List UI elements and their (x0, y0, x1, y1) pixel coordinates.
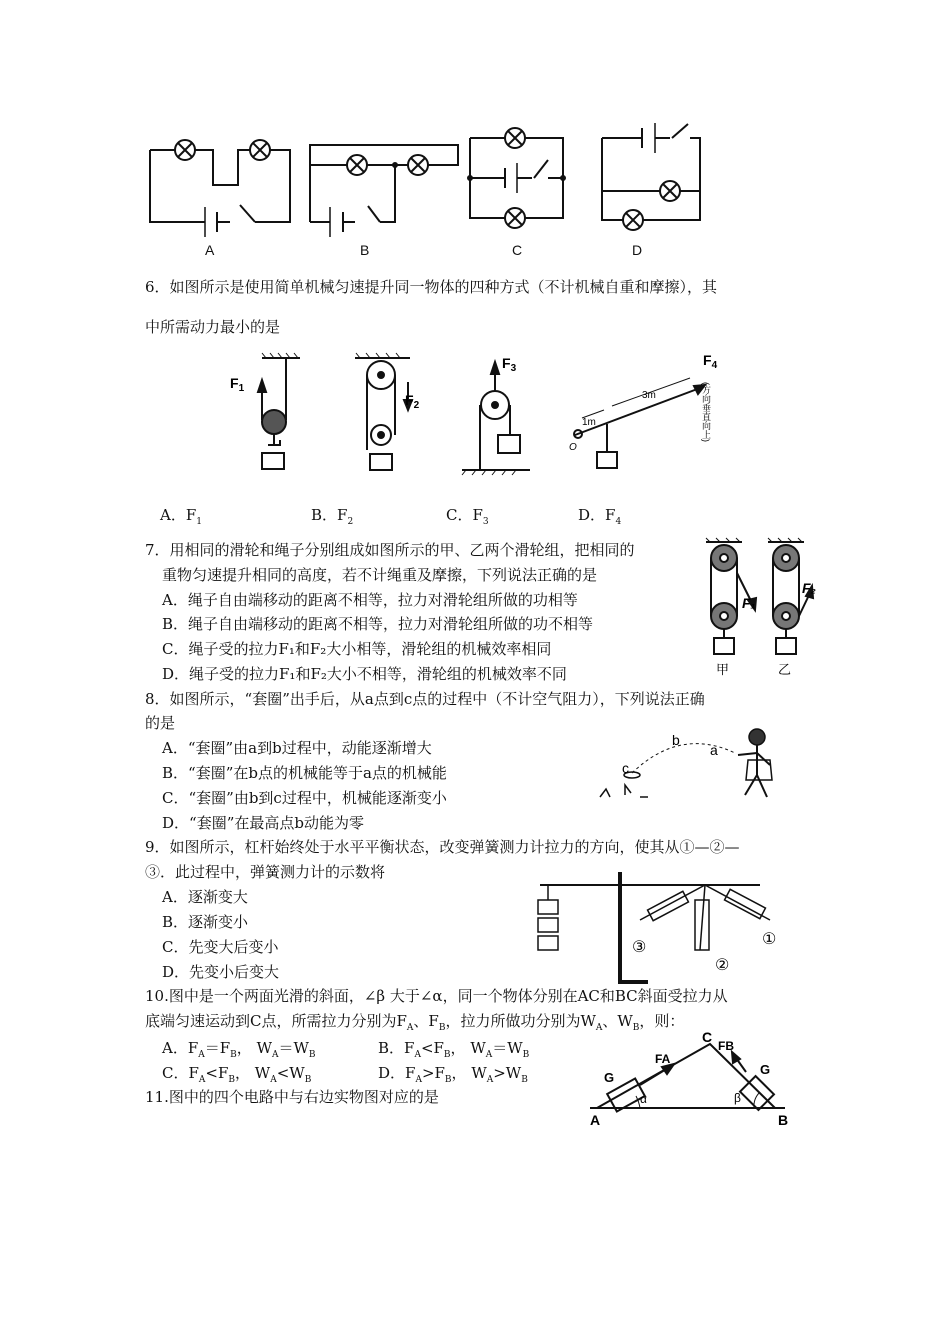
q10-incline-figure (0, 1030, 950, 1130)
q9-option-d[interactable]: D．先变小后变大 (162, 963, 280, 981)
q6-machines-figure (0, 350, 950, 510)
q10-label-g-left: G (604, 1070, 615, 1085)
q10-option-b[interactable]: B．$F_A<F_B$， $W_A=W_B$ (378, 1039, 530, 1060)
q10-label-beta: β (734, 1091, 741, 1105)
q8-text-line1: 8．如图所示，“套圈”出手后，从a点到c点的过程中（不计空气阻力），下列说法正确 (145, 690, 705, 708)
circuit-label-d: D (632, 242, 643, 258)
q10-text-line1: 10.图中是一个两面光滑的斜面，∠β 大于∠α，同一个物体分别在AC和BC斜面受拉力从 (145, 987, 728, 1005)
q7-text-line1: 7．用相同的滑轮和绳子分别组成如图所示的甲、乙两个滑轮组，把相同的 (145, 541, 635, 559)
q10-option-c[interactable]: C．$F_A<F_B$， $W_A<W_B$ (162, 1064, 312, 1085)
q6-option-d[interactable]: D．$F_4$ (578, 506, 622, 527)
q7-f2-label: F₂ (802, 580, 816, 596)
q7-f1-label: F₁ (742, 595, 756, 611)
q9-option-a[interactable]: A．逐渐变大 (162, 888, 248, 906)
q7-option-a[interactable]: A．绳子自由端移动的距离不相等，拉力对滑轮组所做的功相等 (162, 591, 578, 609)
q6-text-line1: 6．如图所示是使用简单机械匀速提升同一物体的四种方式（不计机械自重和摩擦），其 (145, 278, 718, 296)
q7-pulley-groups-figure (0, 538, 950, 688)
q6-f2-label: $F_2$ (405, 392, 420, 411)
q9-position-three: ③ (632, 939, 647, 956)
circuit-label-b: B (360, 242, 370, 258)
q8-text-line2: 的是 (145, 714, 176, 732)
q6-f4-label: $F_4$ (703, 352, 718, 371)
q6-f3-label: $F_3$ (502, 355, 517, 374)
circuit-b (310, 145, 458, 237)
q10-label-b: B (778, 1112, 789, 1128)
q8-label-b: b (672, 732, 680, 748)
q10-label-g-right: G (760, 1062, 771, 1077)
q10-label-a: A (590, 1112, 601, 1128)
q9-text-line2: ③．此过程中，弹簧测力计的示数将 (145, 863, 386, 881)
q6-option-c[interactable]: C．$F_3$ (446, 506, 489, 527)
circuit-d (602, 123, 700, 230)
q10-option-d[interactable]: D．$F_A>F_B$， $W_A>W_B$ (378, 1064, 528, 1085)
q9-position-two: ② (715, 957, 730, 974)
circuit-label-c: C (512, 242, 523, 258)
q6-pivot-o: O (569, 442, 577, 453)
q8-label-c: c (622, 760, 629, 776)
q6-text-line2: 中所需动力最小的是 (145, 318, 281, 336)
q9-text-line1: 9．如图所示，杠杆始终处于水平平衡状态，改变弹簧测力计拉力的方向，使其从①—②— (145, 838, 740, 856)
q7-option-d[interactable]: D．绳子受的拉力F₁和F₂大小不相等，滑轮组的机械效率不同 (162, 665, 567, 683)
q9-option-b[interactable]: B．逐渐变小 (162, 913, 249, 931)
q10-label-alpha: α (640, 1092, 647, 1106)
q6-f4-note: (方向垂直向上) (701, 382, 711, 442)
q8-label-a: a (710, 742, 718, 758)
q7-yi-label: 乙 (778, 662, 792, 677)
q6-option-a[interactable]: A．$F_1$ (160, 506, 202, 527)
q7-option-b[interactable]: B．绳子自由端移动的距离不相等，拉力对滑轮组所做的功不相等 (162, 615, 594, 633)
q9-lever-figure (0, 840, 950, 990)
q9-position-one: ① (762, 931, 777, 948)
q6-f1-label: $F_1$ (230, 375, 245, 394)
q6-length-1m: 1m (582, 417, 596, 428)
q8-option-d[interactable]: D．“套圈”在最高点b动能为零 (162, 814, 364, 832)
q10-text-line2: 底端匀速运动到C点，所需拉力分别为$F_A$、$F_B$，拉力所做功分别为$W_A$、$W_B$，则： (145, 1012, 685, 1033)
q8-option-b[interactable]: B．“套圈”在b点的机械能等于a点的机械能 (162, 764, 447, 782)
q10-option-a[interactable]: A．$F_A=F_B$， $W_A=W_B$ (162, 1039, 316, 1060)
q9-option-c[interactable]: C．先变大后变小 (162, 938, 279, 956)
circuit-diagrams (0, 0, 950, 270)
q10-label-fb: FB (718, 1039, 734, 1053)
q6-length-3m: 3m (642, 390, 656, 401)
circuit-label-a: A (205, 242, 215, 258)
q8-ring-toss-figure (0, 725, 950, 835)
q7-text-line2: 重物匀速提升相同的高度，若不计绳重及摩擦，下列说法正确的是 (162, 566, 598, 584)
circuit-a (150, 140, 290, 237)
q8-option-c[interactable]: C．“套圈”由b到c过程中，机械能逐渐变小 (162, 789, 447, 807)
q8-option-a[interactable]: A．“套圈”由a到b过程中，动能逐渐增大 (162, 739, 432, 757)
q10-label-fa: FA (655, 1052, 671, 1066)
q11-text: 11.图中的四个电路中与右边实物图对应的是 (145, 1088, 439, 1106)
circuit-c (468, 128, 565, 228)
q6-option-b[interactable]: B．$F_2$ (311, 506, 354, 527)
q7-jia-label: 甲 (716, 662, 730, 677)
q7-option-c[interactable]: C．绳子受的拉力F₁和F₂大小相等，滑轮组的机械效率相同 (162, 640, 552, 658)
q10-label-c: C (702, 1029, 713, 1045)
